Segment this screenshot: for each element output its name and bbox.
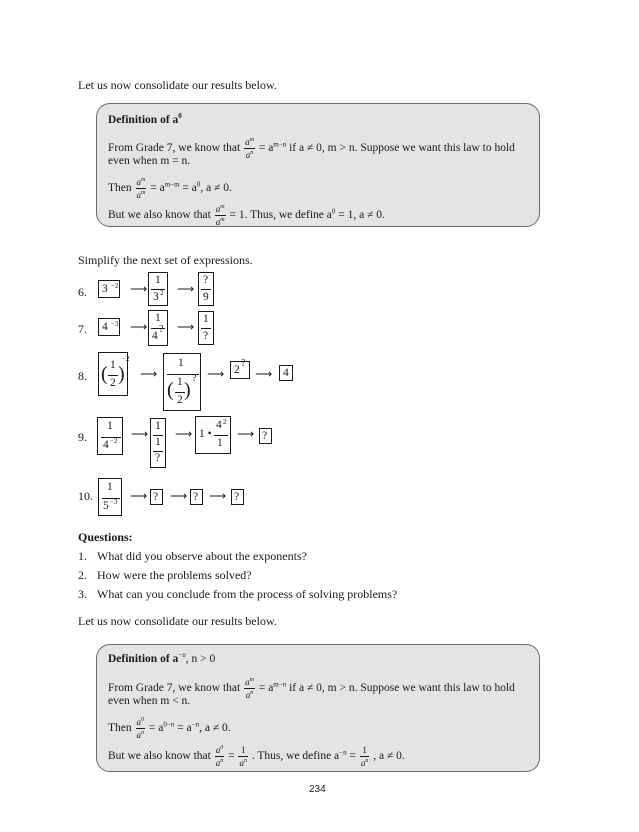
- expr-9-step2: 1 • 4 2 1: [195, 416, 231, 454]
- simplify-heading: Simplify the next set of expressions.: [78, 253, 253, 267]
- box2-but: But we also know that $\frac{a^0}{a^n}$ = $\frac{1}{a^n}$ . Thus, we define $a^{-n}$ = $\frac{1}{a^n}$ , a ≠ 0.: [108, 744, 405, 768]
- definition-box-a0: [96, 103, 540, 227]
- box1-title: Definition of $a^0$: [108, 112, 182, 126]
- arrow-icon: ⟶: [207, 367, 225, 381]
- definition-box-a-neg-n: [96, 644, 540, 772]
- expr-9-step1: 1 1 ?: [150, 418, 166, 468]
- page-number: 234: [309, 784, 326, 795]
- questions-title: Questions:: [78, 530, 133, 544]
- expr-10-start: 1 5 −3: [98, 478, 122, 516]
- intro-text-2: Let us now consolidate our results below.: [78, 614, 277, 628]
- arrow-icon: ⟶: [170, 489, 188, 503]
- arrow-icon: ⟶: [130, 282, 148, 296]
- question-2: 2. How were the problems solved?: [78, 568, 252, 582]
- question-1: 1. What did you observe about the exponents?: [78, 549, 307, 563]
- box2-line2: even when m < n.: [108, 695, 191, 707]
- item-number-9: 9.: [78, 430, 87, 444]
- arrow-icon: ⟶: [130, 320, 148, 334]
- expr-6-answer: ? 9: [198, 272, 214, 306]
- item-number-10: 10.: [78, 489, 93, 503]
- arrow-icon: ⟶: [140, 367, 158, 381]
- box1-line1: From Grade 7, we know that $\frac{a^m}{a^n}$ = $a^{m-n}$ if a ≠ 0, m > n. Suppose we want this law to hold: [108, 137, 515, 160]
- expr-7-step1: 1 4 ?: [148, 310, 168, 346]
- expr-10-step2: ?: [190, 489, 203, 505]
- expr-6-step1: 1 3 2: [148, 272, 168, 306]
- box2-then: Then $\frac{a^0}{a^n}$ = $a^{0-n} = a^{-n}$, a ≠ 0.: [108, 717, 231, 740]
- arrow-icon: ⟶: [130, 489, 148, 503]
- box1-then: Then $\frac{a^m}{a^m}$ = $a^{m-m} = a^0$, a ≠ 0.: [108, 177, 232, 200]
- expr-7-start: 4 −3: [98, 318, 120, 336]
- box1-line2: even when m = n.: [108, 155, 191, 167]
- item-number-6: 6.: [78, 285, 87, 299]
- box2-title: Definition of $a^{-n}$, n > 0: [108, 651, 216, 665]
- expr-8-step1: 1 ( 1 2 ) ?: [163, 353, 201, 411]
- expr-9-answer: ?: [259, 428, 272, 444]
- question-3: 3. What can you conclude from the process of solving problems?: [78, 587, 398, 601]
- item-number-8: 8.: [78, 369, 87, 383]
- expr-8-step2: 2 ?: [230, 361, 250, 379]
- box1-but: But we also know that $\frac{a^m}{a^m}$ = 1. Thus, we define $a^0 = 1$, a ≠ 0.: [108, 204, 385, 227]
- expr-10-step1: ?: [150, 489, 163, 505]
- arrow-icon: ⟶: [209, 489, 227, 503]
- expr-8-start: ( 1 2 ) −2: [98, 352, 128, 396]
- box2-line1: From Grade 7, we know that $\frac{a^m}{a^n}$ = $a^{m-n}$ if a ≠ 0, m > n. Suppose we want this law to hold: [108, 677, 515, 700]
- intro-text: Let us now consolidate our results below.: [78, 78, 277, 92]
- expr-8-answer: 4: [279, 365, 293, 381]
- expr-9-start: 1 4 −2: [97, 417, 123, 455]
- expr-10-answer: ?: [231, 489, 244, 505]
- arrow-icon: ⟶: [175, 427, 193, 441]
- expr-6-start: 3 −2: [98, 280, 120, 298]
- arrow-icon: ⟶: [177, 282, 195, 296]
- arrow-icon: ⟶: [131, 427, 149, 441]
- arrow-icon: ⟶: [177, 320, 195, 334]
- arrow-icon: ⟶: [237, 427, 255, 441]
- item-number-7: 7.: [78, 322, 87, 336]
- expr-7-answer: 1 ?: [198, 311, 214, 345]
- arrow-icon: ⟶: [255, 367, 273, 381]
